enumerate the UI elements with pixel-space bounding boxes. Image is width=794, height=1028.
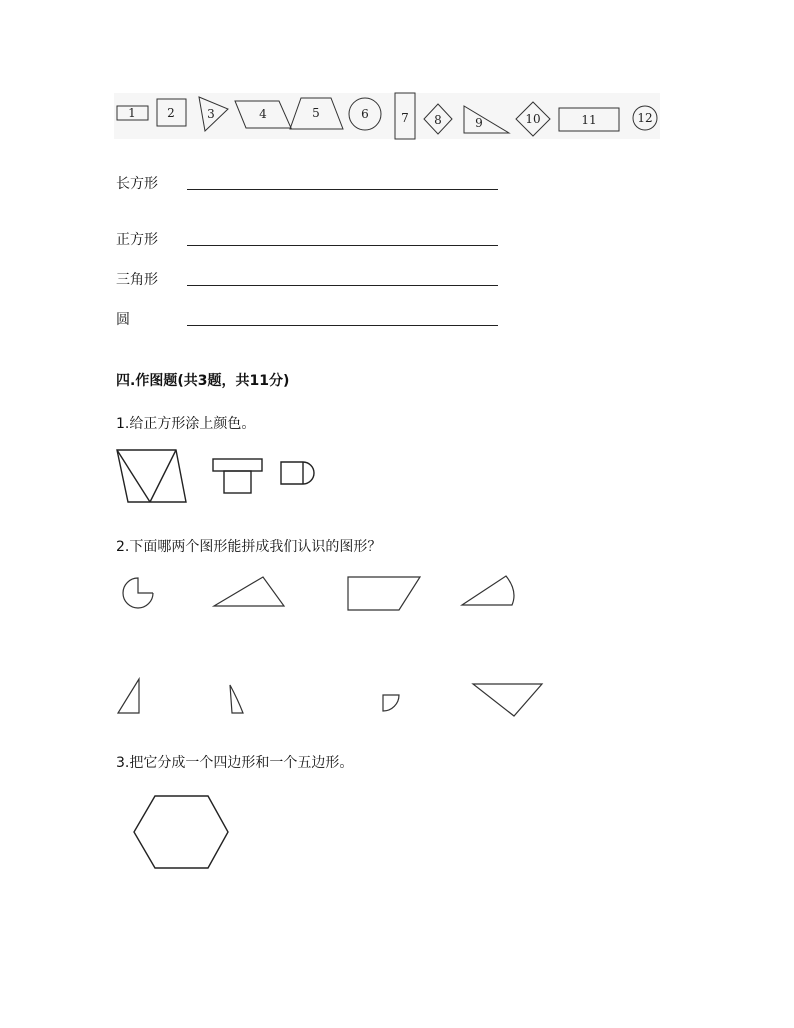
q2-circle-piece — [123, 578, 153, 608]
square-answer-line[interactable] — [187, 245, 498, 246]
question-1-text: 1.给正方形涂上颜色。 — [116, 416, 256, 432]
shape-number-1: 1 — [128, 106, 136, 120]
shape-number-11: 11 — [581, 113, 597, 127]
q1-parallelogram-shape — [117, 450, 186, 502]
shape-number-12: 12 — [637, 111, 653, 125]
shape-number-6: 6 — [361, 107, 369, 121]
numbered-shapes-figure — [0, 0, 794, 160]
q2-curved-triangle — [462, 576, 514, 605]
circle-label: 圆 — [116, 312, 130, 328]
triangle-answer-line[interactable] — [187, 285, 498, 286]
shape-number-5: 5 — [312, 106, 320, 120]
q1-d-shape — [281, 462, 314, 484]
triangle-label: 三角形 — [116, 272, 158, 288]
section-heading: 四.作图题(共3题，共11分) — [116, 373, 290, 389]
shape-9-right-triangle — [464, 106, 509, 133]
q2-quarter-circle — [383, 695, 399, 711]
q2-trapezoid — [348, 577, 420, 610]
q3-hexagon — [134, 796, 228, 868]
square-label: 正方形 — [116, 232, 158, 248]
circle-answer-line[interactable] — [187, 325, 498, 326]
question-2-figure — [0, 565, 794, 725]
shape-number-3: 3 — [207, 107, 215, 121]
q1-t-shape-top — [213, 459, 262, 471]
q2-small-right-triangle — [118, 679, 139, 713]
shape-number-7: 7 — [401, 111, 409, 125]
rectangle-answer-line[interactable] — [187, 189, 498, 190]
rectangle-label: 长方形 — [116, 176, 158, 192]
q2-inverted-triangle — [473, 684, 542, 716]
shape-number-2: 2 — [167, 106, 175, 120]
q1-t-shape-stem — [224, 471, 251, 493]
q2-thin-triangle — [230, 685, 243, 713]
question-3-hexagon-figure — [0, 790, 794, 890]
shape-number-10: 10 — [525, 112, 541, 126]
question-2-text: 2.下面哪两个图形能拼成我们认识的图形？ — [116, 539, 382, 555]
question-3-text: 3.把它分成一个四边形和一个五边形。 — [116, 755, 354, 771]
question-1-figure — [0, 440, 794, 510]
q2-triangle — [214, 577, 284, 606]
shape-number-4: 4 — [259, 107, 267, 121]
shape-number-9: 9 — [475, 116, 483, 130]
shape-number-8: 8 — [434, 113, 442, 127]
